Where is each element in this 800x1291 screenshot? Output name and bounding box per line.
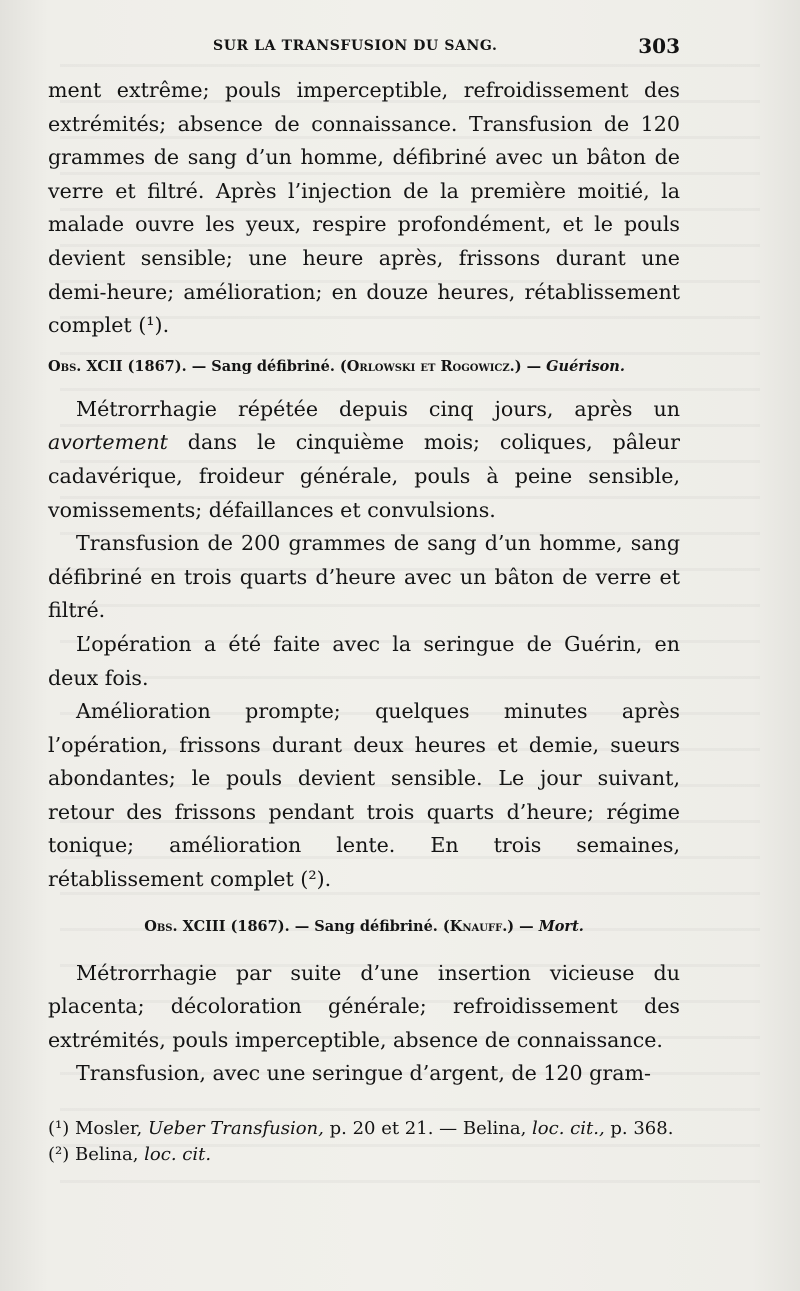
page-header <box>48 36 680 60</box>
observation-heading-xcii <box>48 357 680 377</box>
paragraph-metrorrhagie-1 <box>48 393 680 527</box>
footnotes <box>48 1116 680 1168</box>
italic-term: avortement <box>48 430 168 455</box>
obs-authors: Orlowski et Rogowicz <box>346 357 510 375</box>
obs-authors: Knauff <box>449 917 503 935</box>
obs-separator: .) — <box>502 917 539 935</box>
paragraph-amelioration: Amélioration prompte; quelques minutes après l’opération, frissons durant deux heures et demie, sueurs abondantes; le pouls devient sensible. Le jour suivant, retour des frissons pendant trois quarts d’heure; régime tonique; amélioration lente. En trois semaines, rétablissement complet (²). <box>48 699 680 892</box>
body-text <box>48 74 680 1091</box>
footnote-text: p. 20 et 21. — Belina, <box>323 1118 533 1139</box>
text-run: dans le cinquième mois; coliques, pâleur cadavérique, froideur générale, pouls à peine sensible, vomissements; défaillances et convulsions. <box>48 430 680 522</box>
obs-number: Obs. XCII (1867). <box>48 357 187 375</box>
footnote-mark: (²) Belina, <box>48 1144 145 1165</box>
footnote-text: p. 368. <box>604 1118 674 1139</box>
footnote-mark: (¹) Mosler, <box>48 1118 148 1139</box>
footnote-2 <box>48 1142 680 1168</box>
obs-separator: .) — <box>509 357 547 375</box>
obs-number: Obs. XCIII (1867). <box>144 917 290 935</box>
obs-description: — Sang défibriné. ( <box>186 357 347 375</box>
text-run: Métrorrhagie répétée depuis cinq jours, après un <box>76 396 680 421</box>
paragraph-transfusion-2: Transfusion, avec une seringue d’argent, de 120 gram- <box>76 1061 651 1086</box>
paragraph-transfusion-1: Transfusion de 200 grammes de sang d’un homme, sang défibriné en trois quarts d’heure avec un bâton de verre et filtré. <box>48 531 680 623</box>
obs-outcome: Mort. <box>538 917 584 935</box>
running-title: SUR LA TRANSFUSION DU SANG. <box>213 38 498 54</box>
page-number: 303 <box>638 34 680 58</box>
obs-description: — Sang défibriné. ( <box>289 917 450 935</box>
loc-cit: loc. cit., <box>532 1118 605 1139</box>
observation-heading-xciii <box>48 917 680 937</box>
paragraph-metrorrhagie-2: Métrorrhagie par suite d’une insertion vicieuse du placenta; décoloration générale; refroidissement des extrémités, pouls imperceptible, absence de connaissance. <box>48 960 680 1052</box>
footnote-1 <box>48 1116 680 1142</box>
paragraph-continuation: ment extrême; pouls imperceptible, refroidissement des extrémités; absence de connaissance. Transfusion de 120 grammes de sang d’un homme, défibriné avec un bâton de verre et filtré. Après l’injection de la première moitié, la malade ouvre les yeux, respire profondément, et le pouls devient sensible; une heure après, frissons durant une demi-heure; amélioration; en douze heures, rétablissement complet (¹). <box>48 78 680 338</box>
loc-cit: loc. cit. <box>144 1144 212 1165</box>
cited-title: Ueber Transfusion, <box>147 1118 324 1139</box>
obs-outcome: Guérison. <box>546 357 625 375</box>
paragraph-operation: L’opération a été faite avec la seringue de Guérin, en deux fois. <box>48 631 680 690</box>
